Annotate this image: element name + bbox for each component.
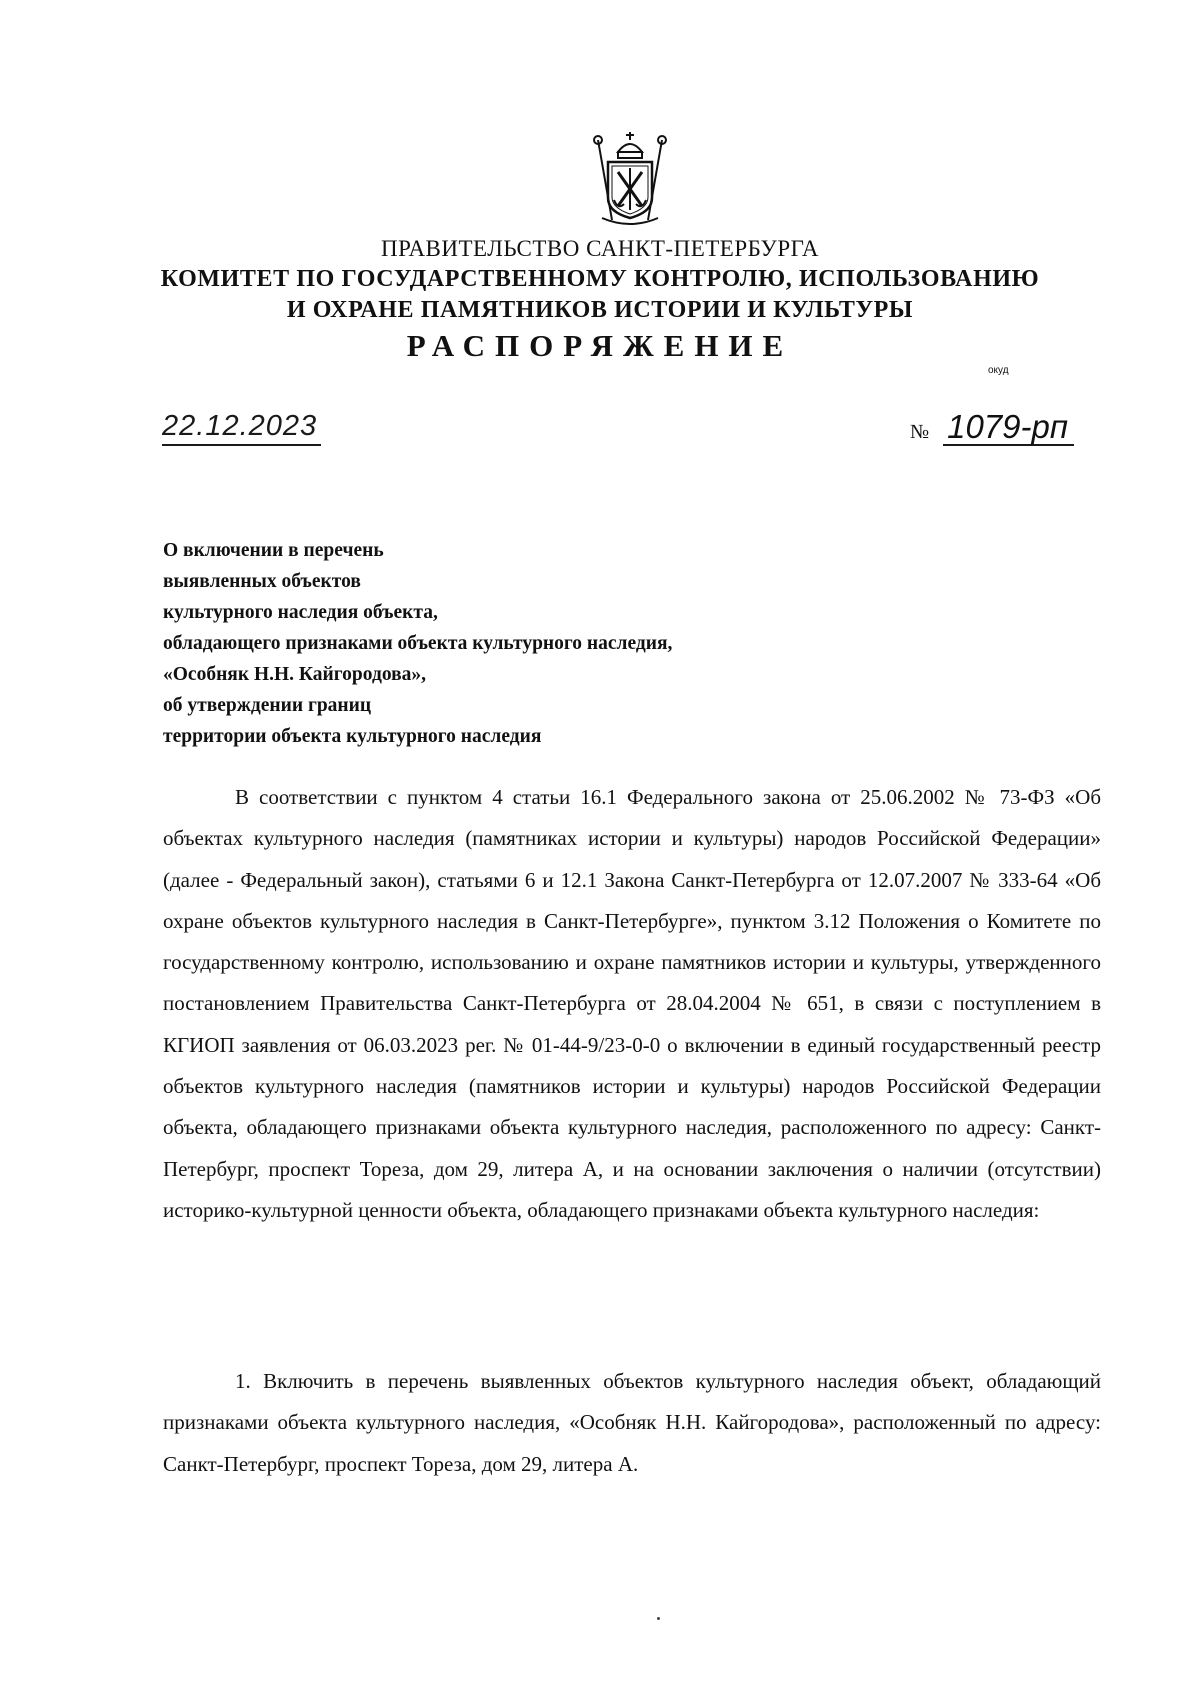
number-sign: № <box>910 421 930 443</box>
subject-line: выявленных объектов <box>163 571 361 592</box>
document-date: 22.12.2023 <box>162 410 321 446</box>
subject-line: «Особняк Н.Н. Кайгородова», <box>163 664 426 685</box>
document-number <box>910 410 1074 446</box>
subject-line: территории объекта культурного наследия <box>163 726 542 747</box>
item-1-paragraph: 1. Включить в перечень выявленных объектов культурного наследия объект, обладающий признаками объекта культурного наследия, «Особняк Н.Н. Кайгородова», расположенный по адресу: Санкт-Петербург, проспект Тореза, дом 29, литера А. <box>163 1369 1101 1476</box>
okud-mark: окуд <box>988 365 1009 376</box>
government-title: ПРАВИТЕЛЬСТВО САНКТ-ПЕТЕРБУРГА <box>380 236 820 261</box>
document-type: РАСПОРЯЖЕНИЕ <box>406 328 794 363</box>
subject-line: обладающего признаками объекта культурного наследия, <box>163 633 673 654</box>
committee-title-line-1: КОМИТЕТ ПО ГОСУДАРСТВЕННОМУ КОНТРОЛЮ, ИСПОЛЬЗОВАНИЮ <box>160 266 1040 292</box>
subject-line: О включении в перечень <box>163 540 384 561</box>
preamble-paragraph: В соответствии с пунктом 4 статьи 16.1 Федерального закона от 25.06.2002 № 73-ФЗ «Об объектах культурного наследия (памятниках истории и культуры) народов Российской Федерации» (далее - Федеральный закон), статьями 6 и 12.1 Закона Санкт-Петербурга от 12.07.2007 № 333-64 «Об охране объектов культурного наследия в Санкт-Петербурге», пунктом 3.12 Положения о Комитете по государственному контролю, использованию и охране памятников истории и культуры, утвержденного постановлением Правительства Санкт-Петербурга от 28.04.2004 № 651, в связи с поступлением в КГИОП заявления от 06.03.2023 рег. № 01-44-9/23-0-0 о включении в единый государственный реестр объектов культурного наследия (памятников истории и культуры) народов Российской Федерации объекта, обладающего признаками объекта культурного наследия, расположенного по адресу: Санкт-Петербург, проспект Тореза, дом 29, литера А, и на основании заключения о наличии (отсутствии) историко-культурной ценности объекта, обладающего признаками объекта культурного наследия: <box>163 785 1101 1222</box>
document-subject <box>163 535 672 752</box>
committee-title <box>0 264 1200 326</box>
subject-line: культурного наследия объекта, <box>163 602 438 623</box>
saint-petersburg-coat-of-arms-icon <box>588 130 672 230</box>
committee-title-line-2: И ОХРАНЕ ПАМЯТНИКОВ ИСТОРИИ И КУЛЬТУРЫ <box>286 297 914 323</box>
subject-line: об утверждении границ <box>163 695 372 716</box>
scan-speck <box>657 1617 660 1620</box>
number-value: 1079-рп <box>943 410 1074 446</box>
